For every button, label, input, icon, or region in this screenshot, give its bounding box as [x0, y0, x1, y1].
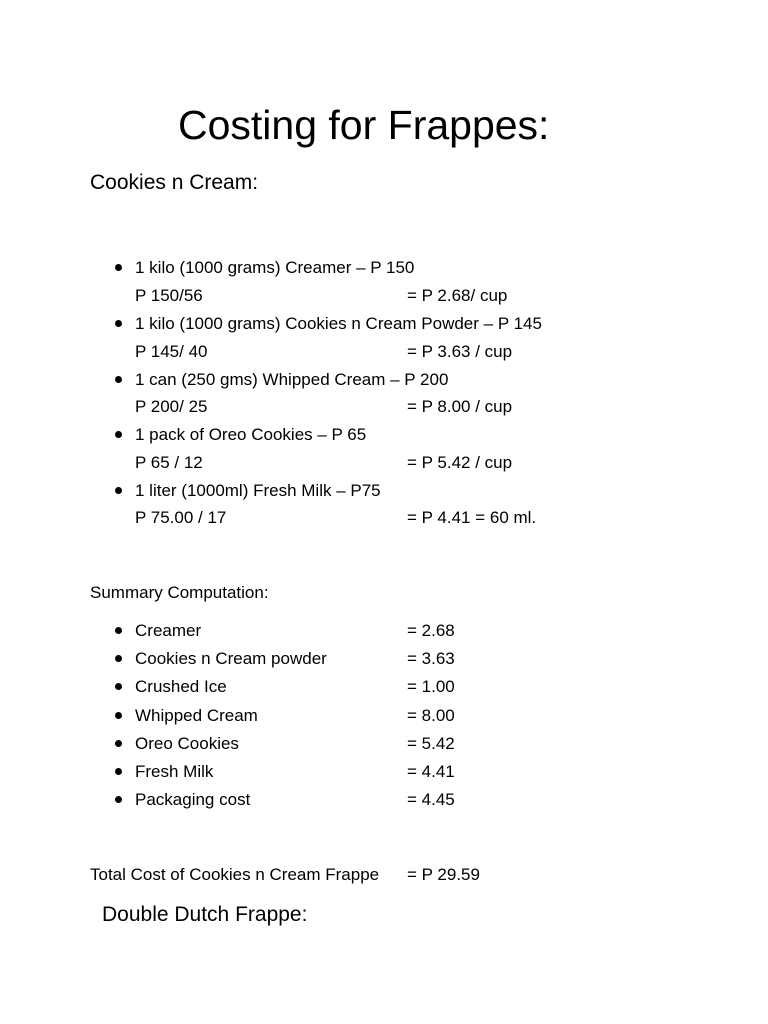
- bullet-icon: [115, 487, 122, 494]
- bullet-icon: [115, 320, 122, 327]
- ingredient-calc: P 75.00 / 17: [135, 508, 227, 527]
- summary-value: = 4.45: [407, 790, 455, 809]
- summary-label: Cookies n Cream powder: [135, 649, 327, 668]
- ingredient-item: 1 pack of Oreo Cookies – P 65: [135, 425, 367, 444]
- page-title: Costing for Frappes:: [178, 102, 550, 148]
- summary-value: = 1.00: [407, 677, 455, 696]
- bullet-icon: [115, 683, 122, 690]
- section-heading-double-dutch: Double Dutch Frappe:: [102, 903, 308, 926]
- summary-label: Packaging cost: [135, 790, 251, 809]
- total-value: = P 29.59: [407, 865, 480, 884]
- bullet-icon: [115, 740, 122, 747]
- bullet-icon: [115, 768, 122, 775]
- summary-heading: Summary Computation:: [90, 583, 269, 602]
- summary-label: Fresh Milk: [135, 762, 214, 781]
- bullet-icon: [115, 376, 122, 383]
- ingredient-calc: P 150/56: [135, 286, 203, 305]
- bullet-icon: [115, 431, 122, 438]
- ingredient-item: 1 liter (1000ml) Fresh Milk – P75: [135, 481, 381, 500]
- ingredient-result: = P 3.63 / cup: [407, 342, 513, 361]
- summary-value: = 2.68: [407, 621, 455, 640]
- bullet-icon: [115, 655, 122, 662]
- summary-label: Creamer: [135, 621, 202, 640]
- summary-label: Whipped Cream: [135, 706, 258, 725]
- ingredient-result: = P 4.41 = 60 ml.: [407, 508, 537, 527]
- ingredient-result: = P 5.42 / cup: [407, 453, 513, 472]
- bullet-icon: [115, 796, 122, 803]
- summary-value: = 3.63: [407, 649, 455, 668]
- summary-label: Oreo Cookies: [135, 734, 239, 753]
- bullet-icon: [115, 264, 122, 271]
- ingredient-calc: P 145/ 40: [135, 342, 208, 361]
- ingredient-item: 1 can (250 gms) Whipped Cream – P 200: [135, 370, 449, 389]
- section-heading-cookies-n-cream: Cookies n Cream:: [90, 171, 259, 194]
- total-label: Total Cost of Cookies n Cream Frappe: [90, 865, 380, 884]
- ingredient-item: 1 kilo (1000 grams) Creamer – P 150: [135, 258, 415, 277]
- ingredient-result: = P 8.00 / cup: [407, 397, 513, 416]
- summary-value: = 8.00: [407, 706, 455, 725]
- ingredient-calc: P 65 / 12: [135, 453, 203, 472]
- bullet-icon: [115, 712, 122, 719]
- bullet-icon: [115, 627, 122, 634]
- summary-value: = 4.41: [407, 762, 455, 781]
- ingredient-calc: P 200/ 25: [135, 397, 208, 416]
- summary-value: = 5.42: [407, 734, 455, 753]
- ingredient-item: 1 kilo (1000 grams) Cookies n Cream Powder – P 145: [135, 314, 542, 333]
- ingredient-result: = P 2.68/ cup: [407, 286, 508, 305]
- summary-label: Crushed Ice: [135, 677, 227, 696]
